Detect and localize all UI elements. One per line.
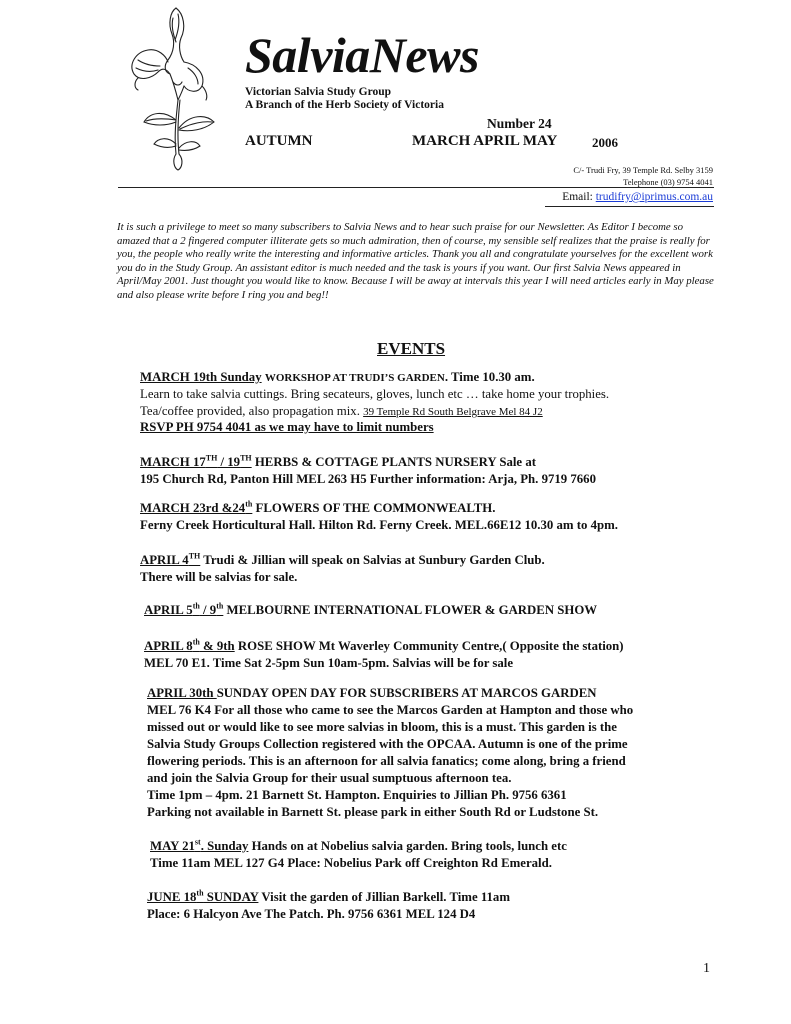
event-1-line3: [140, 403, 543, 421]
event-3-title: FLOWERS OF THE COMMONWEALTH.: [252, 501, 496, 515]
contact-telephone: Telephone (03) 9754 4041: [623, 177, 713, 187]
event-7-title: SUNDAY OPEN DAY FOR SUBSCRIBERS AT MARCOS GARDEN: [216, 686, 597, 700]
event-6-line1: [144, 638, 624, 655]
event-5-date-b: / 9: [199, 603, 217, 617]
event-4-line2: There will be salvias for sale.: [140, 570, 298, 584]
event-7-date: APRIL 30th: [147, 686, 217, 700]
event-8-title: Hands on at Nobelius salvia garden. Bring tools, lunch etc: [248, 839, 567, 853]
event-9-line1: [147, 889, 510, 906]
event-8-date-a: MAY 21: [150, 839, 195, 853]
title-part-news: News: [369, 27, 479, 83]
event-9-sup-a: th: [196, 888, 204, 898]
event-1-line1: [140, 369, 535, 387]
event-2-line1: [140, 454, 536, 471]
email-link[interactable]: trudifry@iprimus.com.au: [595, 191, 713, 203]
event-3-line1: [140, 500, 495, 517]
page-number: 1: [703, 961, 710, 976]
event-6-title: ROSE SHOW Mt Waverley Community Centre,( Opposite the station): [234, 639, 624, 653]
event-6-date-a: APRIL 8: [144, 639, 193, 653]
event-7-body-line: Time 1pm – 4pm. 21 Barnett St. Hampton. Enquiries to Jillian Ph. 9756 6361: [147, 788, 567, 802]
event-9-line2: Place: 6 Halcyon Ave The Patch. Ph. 9756 6361 MEL 124 D4: [147, 907, 476, 921]
event-6-line2: MEL 70 E1. Time Sat 2-5pm Sun 10am-5pm. Salvias will be for sale: [144, 656, 514, 670]
event-6-sup-a: th: [192, 637, 200, 647]
salvia-flower-illustration: [118, 2, 228, 174]
email-label: Email:: [562, 191, 593, 203]
newsletter-title: [245, 27, 479, 83]
event-7-body-line: Salvia Study Groups Collection registered with the OPCAA. Autumn is one of the prime: [147, 737, 628, 751]
event-8-date-b: . Sunday: [200, 839, 249, 853]
group-name: Victorian Salvia Study Group: [245, 86, 392, 98]
event-2-sup-a: TH: [205, 453, 218, 463]
event-2-date-b: / 19: [217, 455, 241, 469]
event-4-title: Trudi & Jillian will speak on Salvias at Sunbury Garden Club.: [200, 553, 545, 567]
event-8-date: [150, 839, 248, 853]
header-divider: [118, 187, 714, 188]
event-4-sup-a: TH: [188, 551, 201, 561]
event-1-date: MARCH 19th Sunday: [140, 370, 262, 384]
event-7-body-line: MEL 76 K4 For all those who came to see the Marcos Garden at Hampton and those who: [147, 703, 634, 717]
event-8-line2: Time 11am MEL 127 G4 Place: Nobelius Park off Creighton Rd Emerald.: [150, 856, 552, 870]
event-7-body-line: Parking not available in Barnett St. please park in either South Rd or Ludstone St.: [147, 805, 599, 819]
event-2-sup-b: TH: [240, 453, 252, 463]
event-7-body-line: flowering periods. This is an afternoon for all salvia fanatics; come along, bring a friend: [147, 754, 626, 768]
event-5-date-a: APRIL 5: [144, 603, 193, 617]
event-5-sup-a: th: [192, 601, 200, 611]
event-5-date: [144, 603, 223, 617]
event-3-sup-a: th: [245, 499, 253, 509]
event-1-time: . Time 10.30 am.: [444, 370, 535, 384]
event-7-body-line: missed out or would like to see more salvias in bloom, this is a must. This garden is the: [147, 720, 617, 734]
event-3-date-a: MARCH 23rd &24: [140, 501, 246, 515]
event-4-date: [140, 553, 200, 567]
issue-months: MARCH APRIL MAY: [412, 133, 558, 149]
event-6-date-b: & 9th: [199, 639, 235, 653]
event-4-date-a: APRIL 4: [140, 553, 189, 567]
title-part-salvia: Salvia: [245, 27, 370, 83]
branch-name: A Branch of the Herb Society of Victoria: [245, 99, 444, 111]
event-3-date: [140, 501, 252, 515]
issue-year: 2006: [592, 135, 618, 150]
issue-season: AUTUMN: [245, 133, 313, 149]
email-divider: [545, 206, 714, 207]
event-5-line1: [144, 602, 597, 619]
event-7-line1: [147, 685, 597, 702]
event-9-date: [147, 890, 258, 904]
events-heading: EVENTS: [377, 339, 446, 358]
contact-email: [562, 191, 713, 203]
event-1-provided: Tea/coffee provided, also propagation mix.: [140, 404, 360, 418]
event-6-date: [144, 639, 235, 653]
contact-address: C/- Trudi Fry, 39 Temple Rd. Selby 3159: [573, 165, 713, 175]
event-8-line1: [150, 838, 567, 855]
event-7-body-line: and join the Salvia Group for their usual sumptuous afternoon tea.: [147, 771, 512, 785]
issue-number: Number 24: [487, 116, 552, 131]
event-1-location: 39 Temple Rd South Belgrave Mel 84 J2: [363, 406, 543, 418]
event-1-rsvp: RSVP PH 9754 4041 as we may have to limit numbers: [140, 420, 434, 434]
editor-intro: It is such a privilege to meet so many subscribers to Salvia News and to hear such praise for our Newsletter. As Editor I become so amazed that a 2 fingered computer illiterate gets so much admiration, then of course, my sensible self realizes that the praise is really for you, the people who really write the interesting and informative articles. Thank you all and congratulate yourselves for the excellent work you do in the Study Group. An assistant editor is much needed and the task is yours if you want. Our first Salvia News appeared in April/May 2001. Just thought you would like to know. Because I will be away at intervals this year I will need articles early in May please and also please write before I ring you and beg!!: [117, 221, 714, 301]
event-9-date-a: JUNE 18: [147, 890, 197, 904]
event-4-line1: [140, 552, 545, 569]
event-2-date-a: MARCH 17: [140, 455, 206, 469]
event-8-sup-a: st: [194, 837, 201, 847]
event-1-title: WORKSHOP AT TRUDI’S GARDEN: [264, 372, 445, 384]
event-9-date-b: SUNDAY: [203, 890, 259, 904]
event-3-line2: Ferny Creek Horticultural Hall. Hilton Rd. Ferny Creek. MEL.66E12 10.30 am to 4pm.: [140, 518, 618, 532]
event-2-title: HERBS & COTTAGE PLANTS NURSERY Sale at: [251, 455, 536, 469]
event-5-title: MELBOURNE INTERNATIONAL FLOWER & GARDEN SHOW: [223, 603, 598, 617]
event-2-line2: 195 Church Rd, Panton Hill MEL 263 H5 Further information: Arja, Ph. 9719 7660: [140, 472, 596, 486]
event-2-date: [140, 455, 252, 469]
event-5-sup-b: th: [216, 601, 224, 611]
event-9-title: Visit the garden of Jillian Barkell. Time 11am: [258, 890, 510, 904]
event-1-line2: Learn to take salvia cuttings. Bring secateurs, gloves, lunch etc … take home your trophies.: [140, 387, 610, 401]
